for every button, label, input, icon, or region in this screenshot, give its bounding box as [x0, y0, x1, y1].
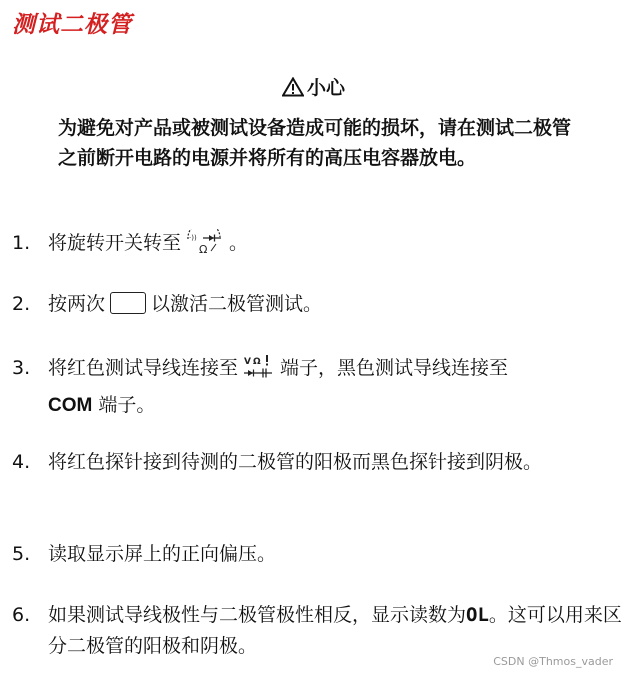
step-number: 3.: [12, 357, 31, 379]
step-text-end: 以激活二极管测试。: [151, 293, 323, 315]
caution-body: 为避免对产品或被测试设备造成可能的损坏，请在测试二极管之前断开电路的电源并将所有的高压电容器放电。: [58, 117, 572, 169]
diode-dial-icon: [185, 229, 225, 265]
step-2: [12, 289, 622, 320]
step-text-mid: 端子，黑色测试导线连接至: [280, 357, 509, 379]
step-text-end: 。: [229, 232, 249, 254]
v-ohm-diode-terminal-icon: [242, 354, 276, 390]
watermark: CSDN @Thmos_vader: [493, 655, 613, 668]
caution-heading: [0, 73, 627, 100]
step-number: 1.: [12, 232, 31, 254]
step-text-end: 端子。: [98, 394, 156, 416]
step-number: 5.: [12, 543, 31, 565]
warning-triangle-icon: [282, 77, 304, 97]
svg-text:·)): ·)): [189, 234, 197, 242]
step-text: 将旋转开关转至: [48, 232, 182, 254]
step-text: 如果测试导线极性与二极管极性相反，显示读数为: [48, 604, 467, 626]
step-5: [12, 539, 622, 570]
step-number: 4.: [12, 451, 31, 473]
step-text: 按两次: [48, 293, 106, 315]
step-1: [12, 228, 622, 265]
svg-text:Ω: Ω: [253, 357, 261, 367]
step-3: [12, 353, 622, 421]
step-text: 读取显示屏上的正向偏压。: [48, 543, 277, 565]
step-number: 2.: [12, 293, 31, 315]
step-text: 将红色探针接到待测的二极管的阳极而黑色探针接到阴极。: [48, 451, 543, 473]
svg-text:Ω: Ω: [199, 243, 208, 255]
ol-display-reading: OL: [466, 604, 489, 626]
step-text: 将红色测试导线连接至: [48, 357, 239, 379]
page-title: 测试二极管: [12, 12, 132, 38]
step-6: [12, 600, 622, 662]
com-terminal-label: COM: [48, 395, 93, 416]
svg-text:V: V: [244, 357, 251, 367]
blank-button-icon: [110, 292, 146, 314]
caution-heading-text: 小心: [306, 77, 345, 99]
step-text-end: 。这可以用来区分二极管的阳极和阴极。: [48, 604, 622, 657]
step-4: [12, 447, 622, 478]
step-number: 6.: [12, 604, 31, 626]
